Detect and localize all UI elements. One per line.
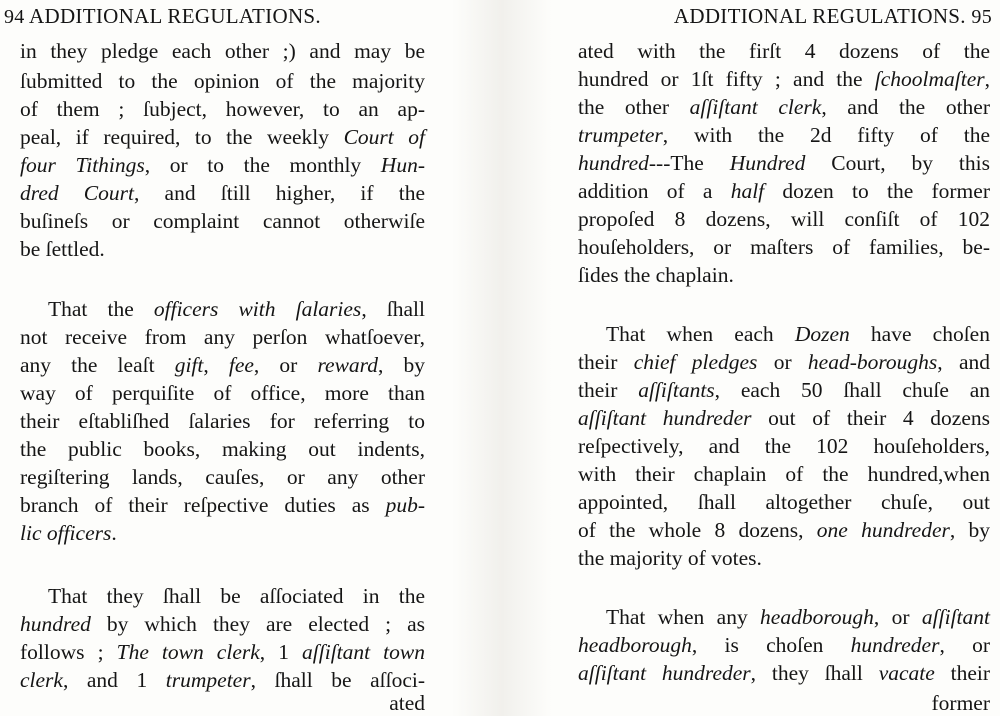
right-page-line: of the whole 8 dozens, one hundreder, by [578, 518, 990, 542]
right-page-line: aſſiſtant hundreder, they ſhall vacate their [578, 661, 990, 685]
left-running-head [4, 4, 321, 29]
left-page [0, 0, 430, 716]
left-page-line: hundred by which they are elected ; as [20, 612, 425, 636]
left-page-line: regiſtering lands, cauſes, or any other [20, 465, 425, 489]
left-page-line: four Tithings, or to the monthly Hun- [20, 153, 425, 177]
right-page-line: headborough, is choſen hundreder, or [578, 633, 990, 657]
left-running-head-title: ADDITIONAL REGULATIONS. [29, 4, 321, 28]
left-page-line: not receive from any perſon whatſoever, [20, 325, 425, 349]
left-page-line: way of perquiſite of office, more than [20, 381, 425, 405]
left-page-line: That the officers with ſalaries, ſhall [48, 297, 426, 321]
right-page-number: 95 [971, 6, 992, 28]
right-page-line: the other aſſiſtant clerk, and the other [578, 95, 990, 119]
left-page-line: clerk, and 1 trumpeter, ſhall be aſſoci- [20, 668, 426, 692]
left-page-line: be ſettled. [20, 237, 105, 261]
right-page-line: the majority of votes. [578, 546, 762, 570]
right-page-line: hundred or 1ſt fifty ; and the ſchoolmaſter, [578, 67, 990, 91]
left-page-line: That they ſhall be aſſociated in the [48, 584, 425, 608]
right-page-line: hundred---The Hundred Court, by this [578, 151, 990, 175]
right-running-head-title: ADDITIONAL REGULATIONS. [673, 4, 966, 28]
right-page-line: with their chaplain of the hundred,when [578, 462, 990, 486]
left-page-line: follows ; The town clerk, 1 aſſiſtant town [20, 640, 425, 664]
right-page-line: That when any headborough, or aſſiſtant [606, 605, 990, 629]
left-page-line: the public books, making out indents, [20, 437, 425, 461]
left-page-line: of them ; ſubject, however, to an ap- [20, 97, 425, 121]
left-page-line: peal, if required, to the weekly Court of [20, 125, 425, 149]
right-page-line: addition of a half dozen to the former [578, 179, 990, 203]
left-page-line: branch of their reſpective duties as pub- [20, 493, 425, 517]
right-page-line: houſeholders, or maſters of families, be- [578, 235, 990, 259]
left-page-line: their eſtabliſhed ſalaries for referring to [20, 409, 425, 433]
right-page-line: their aſſiſtants, each 50 ſhall chuſe an [578, 378, 990, 402]
right-page [575, 0, 1000, 716]
right-page-line: appointed, ſhall altogether chuſe, out [578, 490, 990, 514]
left-page-line: dred Court, and ſtill higher, if the [20, 181, 426, 205]
left-page-line: ſubmitted to the opinion of the majority [20, 69, 425, 93]
left-page-line: any the leaſt gift, fee, or reward, by [20, 353, 425, 377]
left-catchword: ated [389, 691, 425, 715]
left-page-number: 94 [4, 6, 25, 28]
right-page-line: ated with the firſt 4 dozens of the [578, 39, 990, 63]
right-page-line: trumpeter, with the 2d fifty of the [578, 123, 990, 147]
left-page-line: buſineſs or complaint cannot otherwiſe [20, 209, 425, 233]
book-gutter [452, 0, 552, 716]
right-page-line: their chief pledges or head-boroughs, and [578, 350, 990, 374]
right-running-head [674, 4, 992, 29]
right-page-line: aſſiſtant hundreder out of their 4 dozens [578, 406, 990, 430]
right-page-line: propoſed 8 dozens, will conſiſt of 102 [578, 207, 990, 231]
right-page-line: reſpectively, and the 102 houſeholders, [578, 434, 990, 458]
right-page-line: ſides the chaplain. [578, 263, 734, 287]
left-page-line: lic officers. [20, 521, 117, 545]
right-catchword: former [931, 691, 990, 715]
right-page-line: That when each Dozen have choſen [606, 322, 990, 346]
left-page-line: in they pledge each other ;) and may be [20, 39, 425, 63]
